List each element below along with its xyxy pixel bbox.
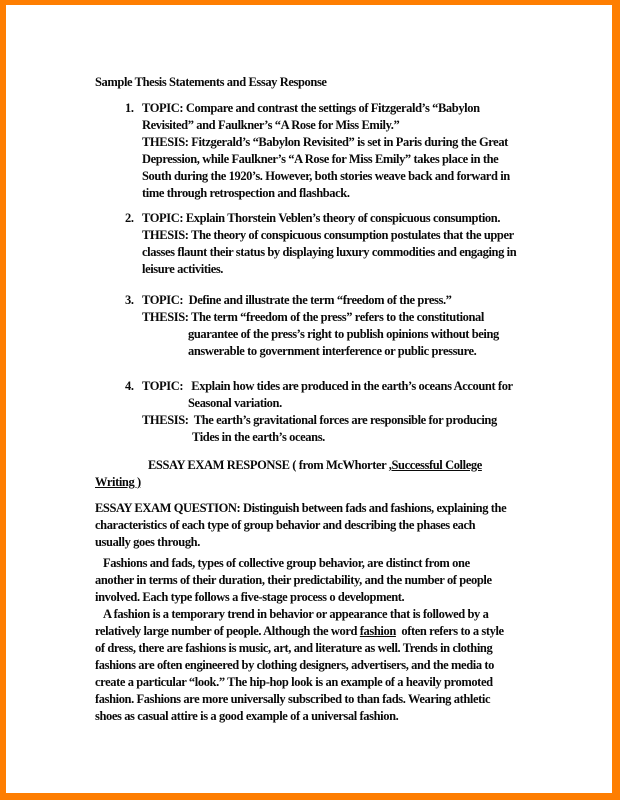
text-line: usually goes through. xyxy=(95,535,200,549)
thesis-item-4 xyxy=(95,378,612,446)
text-line: classes flaunt their status by displaying luxury commodities and engaging in xyxy=(142,245,517,259)
text-line: Writing ) xyxy=(95,475,141,489)
list-number-4: 4. xyxy=(125,379,134,393)
text-line: A fashion is a temporary trend in behavior or appearance that is followed by a xyxy=(103,607,489,621)
text-line: characteristics of each type of group behavior and describing the phases each xyxy=(95,518,476,532)
text-line: THESIS: The earth’s gravitational forces are responsible for producing xyxy=(142,413,497,427)
text-line: Depression, while Faulkner’s “A Rose for Miss Emily” takes place in the xyxy=(142,152,499,166)
text-line: THESIS: Fitzgerald’s “Babylon Revisited” is set in Paris during the Great xyxy=(142,135,508,149)
text-line: shoes as casual attire is a good example of a universal fashion. xyxy=(95,709,399,723)
list-number-2: 2. xyxy=(125,211,134,225)
text-line: answerable to government interference or public pressure. xyxy=(188,344,477,358)
essay-exam-response-heading xyxy=(95,457,612,491)
text-line: relatively large number of people. Although the word fashion often refers to a style xyxy=(95,624,504,638)
text-line: Revisited” and Faulkner’s “A Rose for Miss Emily.” xyxy=(142,118,400,132)
text-line: TOPIC: Define and illustrate the term “freedom of the press.” xyxy=(142,293,452,307)
text-line: leisure activities. xyxy=(142,262,224,276)
text-line: THESIS: The theory of conspicuous consumption postulates that the upper xyxy=(142,228,514,242)
essay-paragraph-2 xyxy=(95,606,612,725)
thesis-item-3-text xyxy=(142,292,612,360)
text-line: time through retrospection and flashback. xyxy=(142,186,350,200)
list-number-1: 1. xyxy=(125,101,134,115)
essay-exam-question xyxy=(95,500,612,551)
text-line: THESIS: The term “freedom of the press” refers to the constitutional xyxy=(142,310,484,324)
text-line: Sample Thesis Statements and Essay Response xyxy=(95,75,327,89)
text-line: TOPIC: Explain Thorstein Veblen’s theory of conspicuous consumption. xyxy=(142,211,501,225)
text-line: TOPIC: Compare and contrast the settings of Fitzgerald’s “Babylon xyxy=(142,101,480,115)
thesis-item-1-text xyxy=(142,100,612,202)
text-line: Tides in the earth’s oceans. xyxy=(192,430,325,444)
thesis-item-2-text xyxy=(142,210,612,278)
thesis-item-2 xyxy=(95,210,612,278)
text-line: guarantee of the press’s right to publish opinions without being xyxy=(188,327,499,341)
thesis-item-3 xyxy=(95,292,612,360)
list-number-3: 3. xyxy=(125,293,134,307)
text-line: ESSAY EXAM QUESTION: Distinguish between fads and fashions, explaining the xyxy=(95,501,507,515)
text-line: TOPIC: Explain how tides are produced in the earth’s oceans Account for xyxy=(142,379,513,393)
thesis-item-4-text xyxy=(142,378,612,446)
text-line: Seasonal variation. xyxy=(188,396,282,410)
text-line: ESSAY EXAM RESPONSE ( from McWhorter ,Successful College xyxy=(148,458,482,472)
text-line: involved. Each type follows a five-stage process o development. xyxy=(95,590,405,604)
essay-paragraph-1 xyxy=(95,555,612,606)
text-line: another in terms of their duration, their predictability, and the number of people xyxy=(95,573,492,587)
thesis-item-1 xyxy=(95,100,612,202)
text-line: fashion. Fashions are more universally subscribed to than fads. Wearing athletic xyxy=(95,692,491,706)
page-title xyxy=(95,74,612,91)
text-line: Fashions and fads, types of collective group behavior, are distinct from one xyxy=(103,556,470,570)
text-line: create a particular “look.” The hip-hop look is an example of a heavily promoted xyxy=(95,675,493,689)
text-line: of dress, there are fashions is music, art, and literature as well. Trends in clothing xyxy=(95,641,493,655)
text-line: South during the 1920’s. However, both stories weave back and forward in xyxy=(142,169,510,183)
text-line: fashions are often engineered by clothing designers, advertisers, and the media to xyxy=(95,658,495,672)
